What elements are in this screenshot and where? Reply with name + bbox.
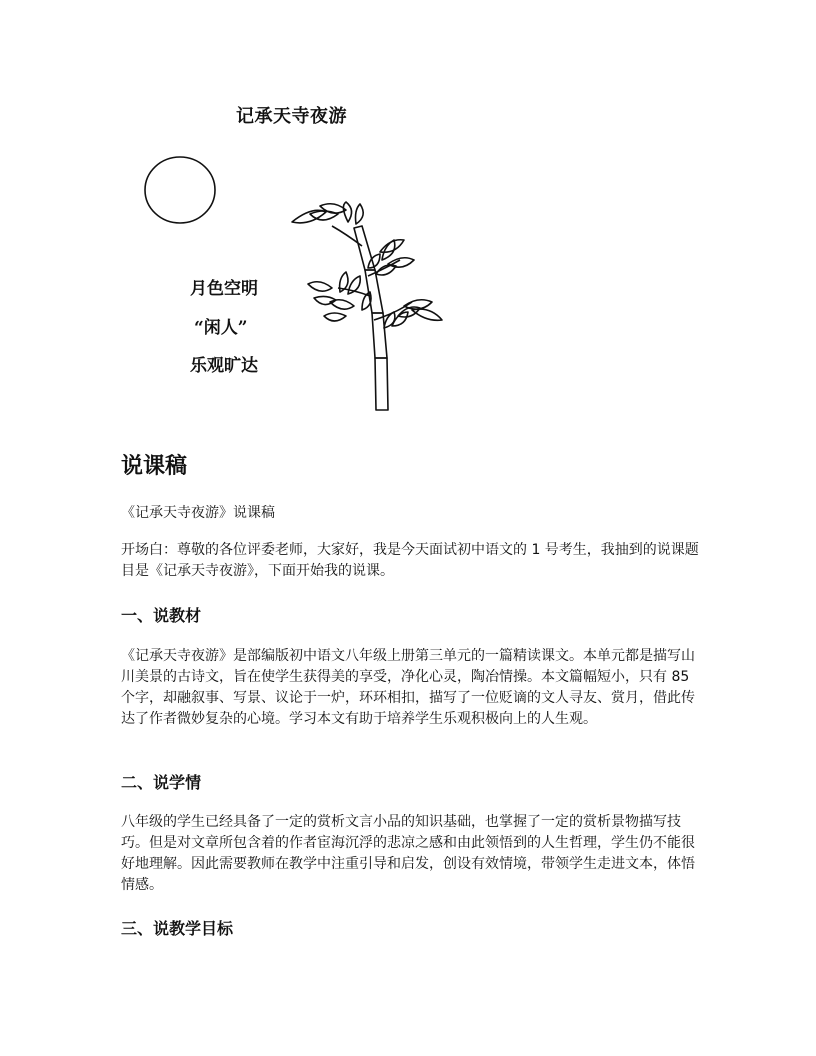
illustration-line-2: “闲人”	[194, 318, 248, 338]
document-subtitle: 《记承天寺夜游》说课稿	[121, 505, 275, 521]
moon-icon	[143, 155, 217, 225]
illustration-line-1: 月色空明	[190, 279, 258, 299]
section-body-students: 八年级的学生已经具备了一定的赏析文言小品的知识基础，也掌握了一定的赏析景物描写技巧。但是对文章所包含着的作者宦海沉浮的悲凉之感和由此领悟到的人生哲理，学生仍不能很好地理解。因此需要教师在教学中注重引导和启发，创设有效情境，带领学生走进文本，体悟情感。	[121, 814, 695, 893]
bamboo-icon	[284, 198, 454, 418]
document-title: 说课稿	[121, 454, 188, 479]
section-heading-students: 二、说学情	[121, 773, 202, 792]
section-heading-objectives: 三、说教学目标	[121, 919, 234, 938]
section-body-textbook: 《记承天寺夜游》是部编版初中语文八年级上册第三单元的一篇精读课文。本单元都是描写山川美景的古诗文，旨在使学生获得美的享受，净化心灵，陶冶情操。本文篇幅短小，只有 85 个字，却融叙事、写景、议论于一炉，环环相扣，描写了一位贬谪的文人寻友、赏月，借此传达了作者微妙复杂的心境。学习本文有助于培养学生乐观积极向上的人生观。	[121, 648, 695, 727]
illustration-title: 记承天寺夜游	[236, 106, 347, 127]
opening-paragraph: 开场白：尊敬的各位评委老师，大家好，我是今天面试初中语文的 1 号考生，我抽到的说课题目是《记承天寺夜游》，下面开始我的说课。	[121, 542, 699, 579]
section-heading-textbook: 一、说教材	[121, 606, 202, 625]
illustration-line-3: 乐观旷达	[190, 356, 258, 376]
